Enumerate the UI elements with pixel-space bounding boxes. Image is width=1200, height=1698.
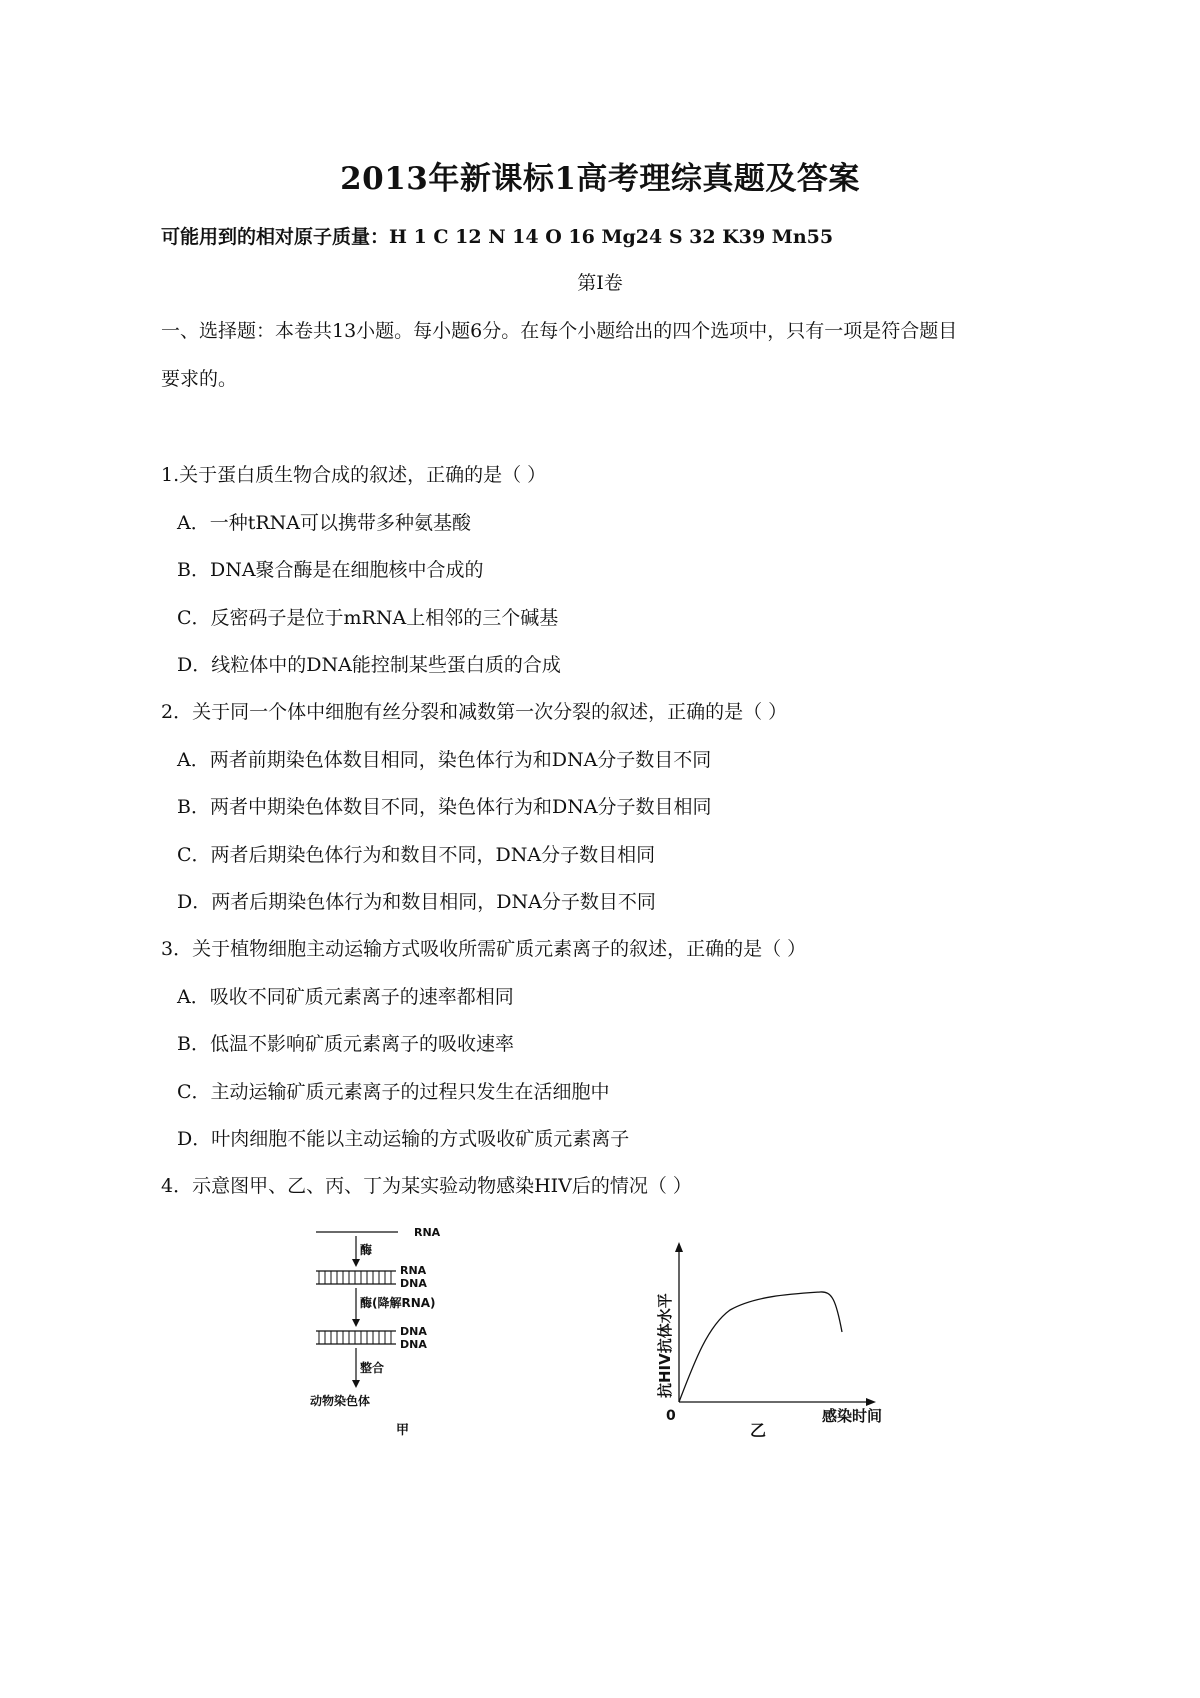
question-3-option-b: B．低温不影响矿质元素离子的吸收速率: [177, 1033, 514, 1055]
page-title: 2013年新课标1高考理综真题及答案: [340, 161, 860, 197]
figure-yi-graph: [650, 1230, 910, 1440]
question-2-option-a: A．两者前期染色体数目相同，染色体行为和DNA分子数目不同: [177, 749, 712, 771]
question-3-stem: 3．关于植物细胞主动运输方式吸收所需矿质元素离子的叙述，正确的是（ ）: [161, 938, 807, 960]
figure-jia-caption: 甲: [396, 1423, 410, 1438]
y-axis-label: 抗HIV抗体水平: [656, 1293, 674, 1398]
duplex-1-rna-dna: [316, 1271, 396, 1284]
rna-label: RNA: [414, 1226, 441, 1239]
question-2-option-b: B．两者中期染色体数目不同，染色体行为和DNA分子数目相同: [177, 796, 712, 818]
duplex-2-top-label: DNA: [400, 1325, 427, 1338]
atomic-masses: 可能用到的相对原子质量：H 1 C 12 N 14 O 16 Mg24 S 32 K39 Mn55: [161, 226, 834, 248]
arrow-1-head: [352, 1259, 360, 1267]
arrow-2-head: [352, 1319, 360, 1327]
result-label: 动物染色体: [310, 1394, 371, 1408]
question-3-option-a: A．吸收不同矿质元素离子的速率都相同: [177, 986, 514, 1008]
question-4-stem: 4．示意图甲、乙、丙、丁为某实验动物感染HIV后的情况（ ）: [161, 1175, 692, 1197]
question-1-option-d: D．线粒体中的DNA能控制某些蛋白质的合成: [177, 654, 561, 676]
question-3-option-d: D．叶肉细胞不能以主动运输的方式吸收矿质元素离子: [177, 1128, 630, 1150]
question-3-option-c: C．主动运输矿质元素离子的过程只发生在活细胞中: [177, 1081, 610, 1103]
question-1-option-b: B．DNA聚合酶是在细胞核中合成的: [177, 559, 484, 581]
duplex-2-dna-dna: [316, 1331, 396, 1344]
y-axis-arrow: [675, 1242, 683, 1252]
figure-jia-diagram: [300, 1215, 490, 1440]
question-1-stem: 1.关于蛋白质生物合成的叙述，正确的是（ ）: [161, 464, 547, 486]
question-2-option-d: D．两者后期染色体行为和数目相同，DNA分子数目不同: [177, 891, 656, 913]
question-2-stem: 2．关于同一个体中细胞有丝分裂和减数第一次分裂的叙述，正确的是（ ）: [161, 701, 788, 723]
volume-label: 第Ⅰ卷: [577, 272, 623, 294]
section-instruction: 一、选择题：本卷共13小题。每小题6分。在每个小题给出的四个选项中，只有一项是符合题目: [161, 320, 958, 342]
arrow-3-head: [352, 1380, 360, 1388]
duplex-1-bottom-label: DNA: [400, 1277, 427, 1290]
question-2-option-c: C．两者后期染色体行为和数目不同，DNA分子数目相同: [177, 844, 656, 866]
step-2-label: 酶(降解RNA): [360, 1296, 436, 1310]
duplex-1-top-label: RNA: [400, 1264, 427, 1277]
step-3-label: 整合: [360, 1361, 385, 1375]
step-1-label: 酶: [360, 1243, 373, 1257]
figure-yi-caption: 乙: [750, 1421, 767, 1440]
antibody-curve: [679, 1292, 842, 1402]
origin-label: 0: [666, 1408, 676, 1424]
duplex-2-bottom-label: DNA: [400, 1338, 427, 1351]
x-axis-label: 感染时间: [822, 1407, 883, 1425]
question-1-option-a: A．一种tRNA可以携带多种氨基酸: [177, 512, 472, 534]
section-instruction-cont: 要求的。: [161, 368, 238, 390]
question-1-option-c: C．反密码子是位于mRNA上相邻的三个碱基: [177, 607, 559, 629]
x-axis-arrow: [866, 1398, 876, 1406]
